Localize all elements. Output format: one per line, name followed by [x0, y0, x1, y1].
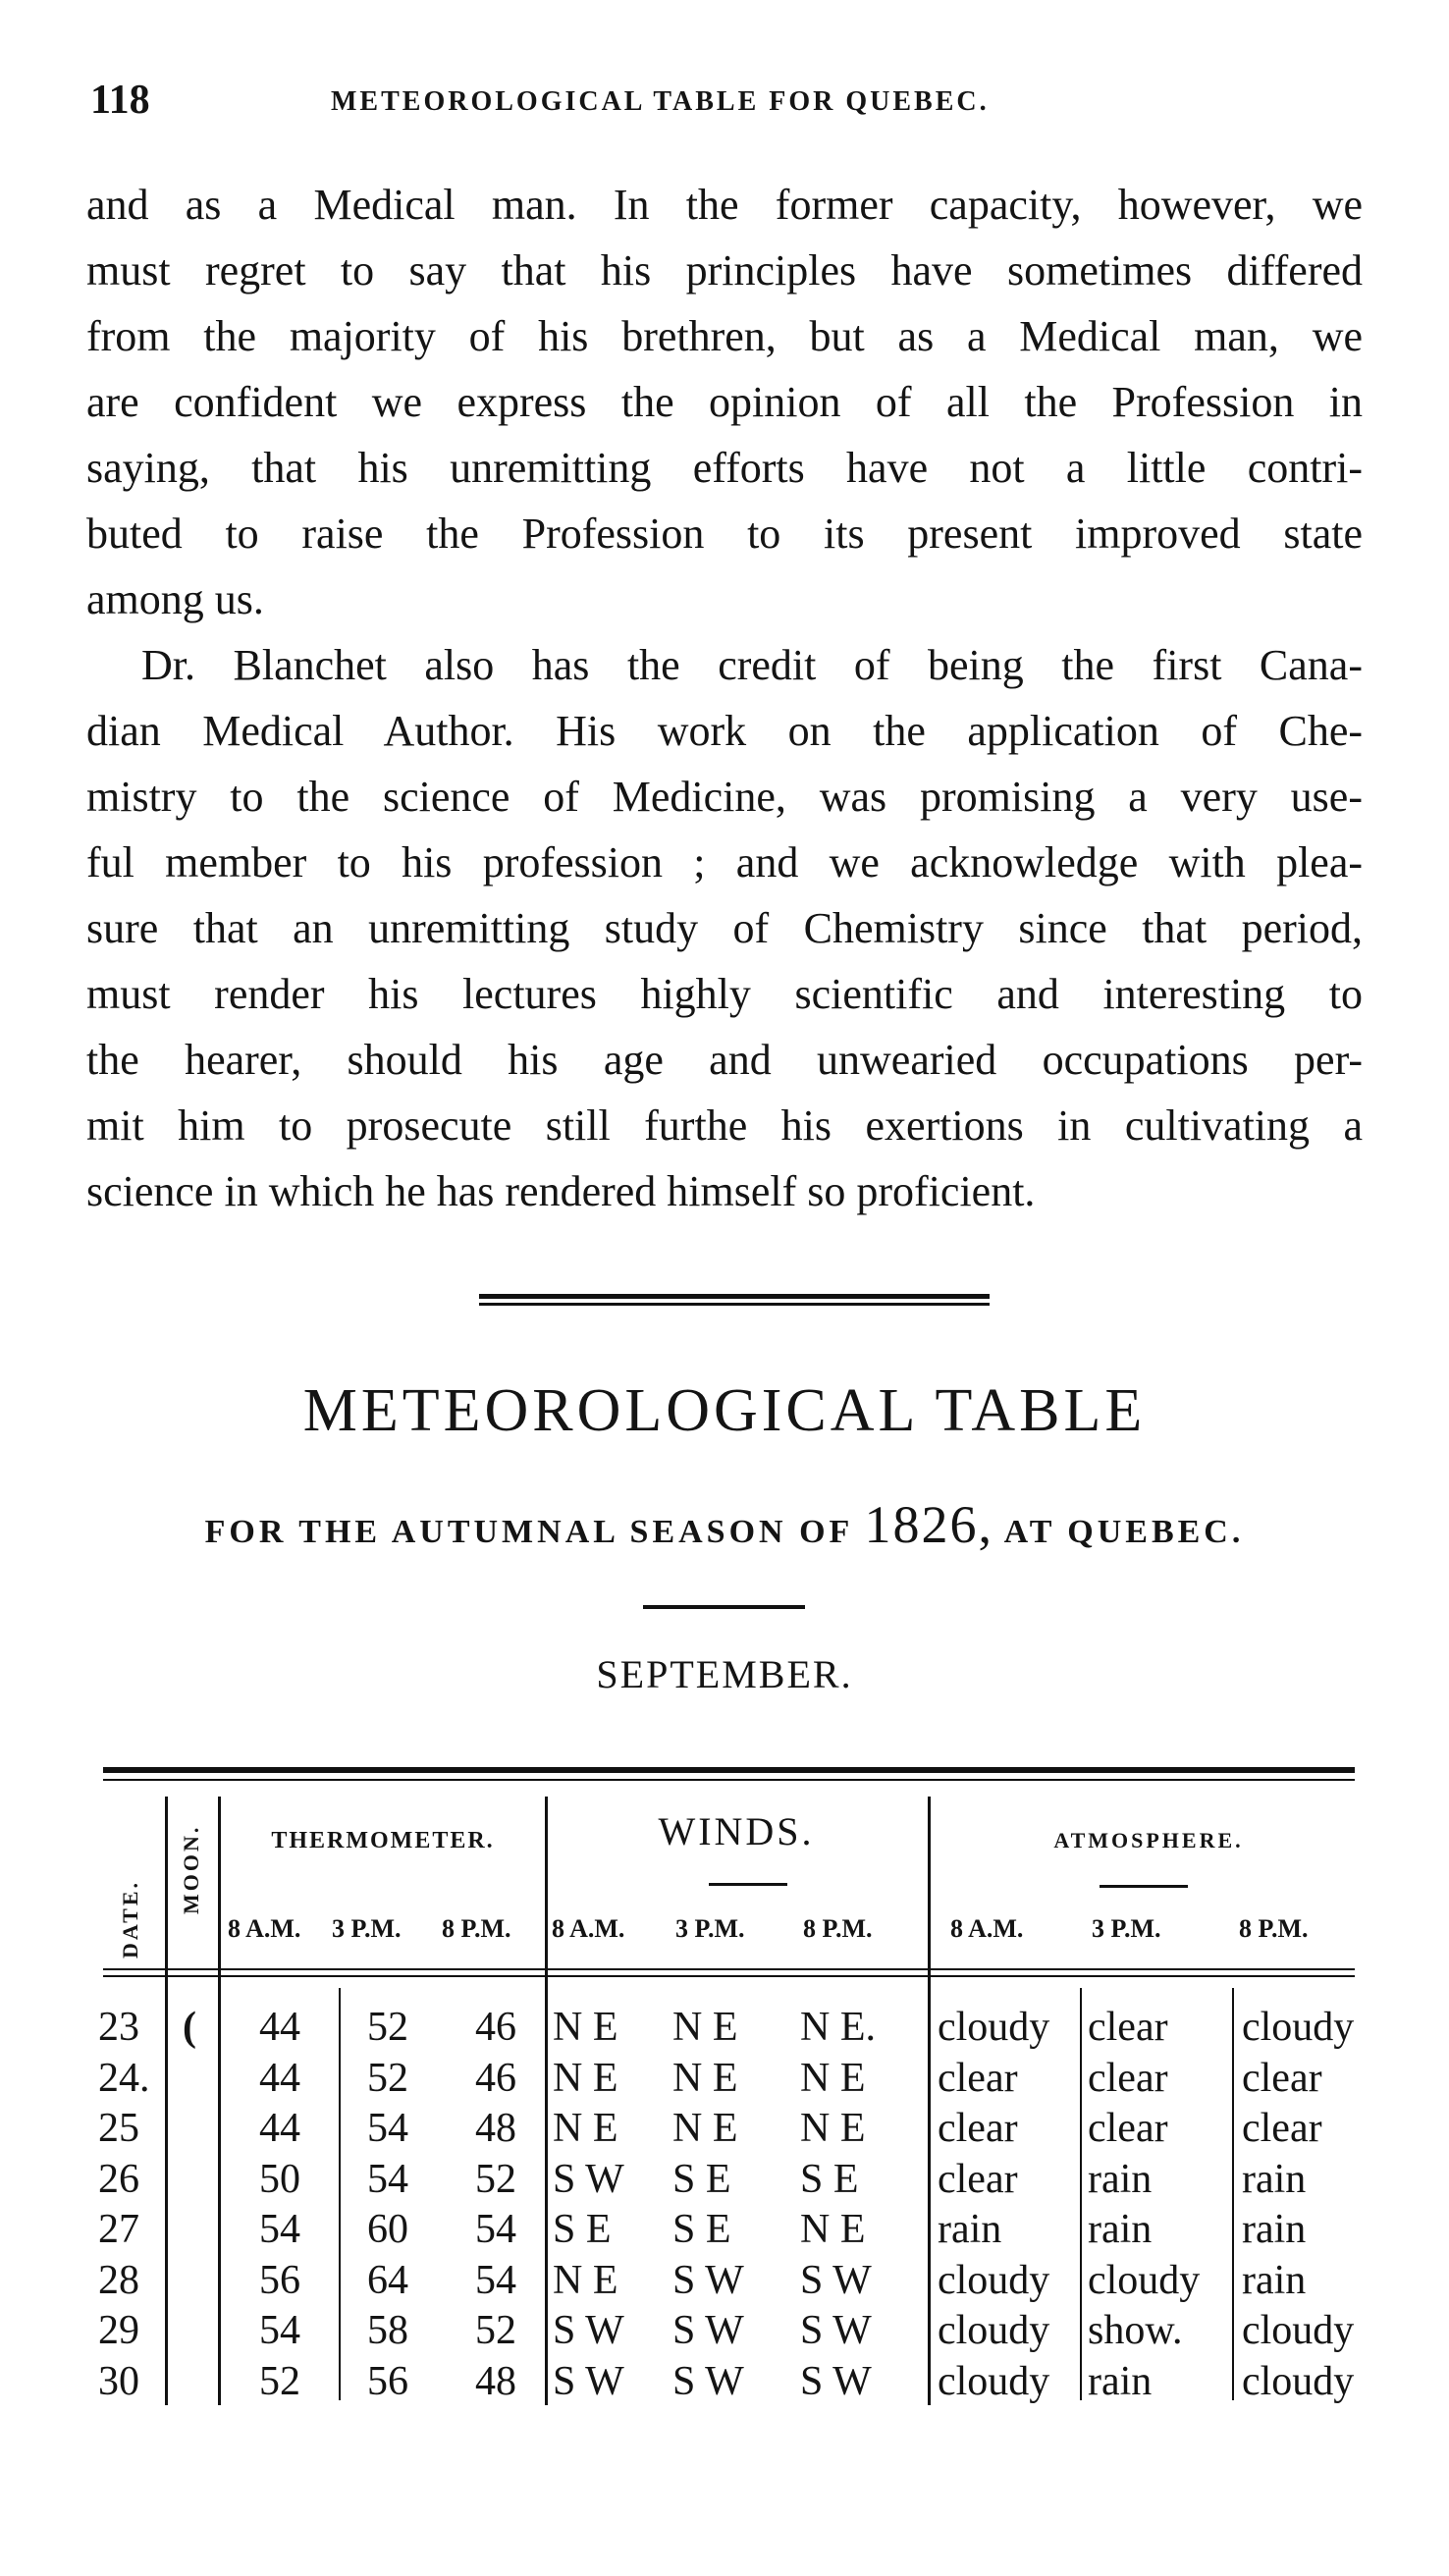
running-title: METEOROLOGICAL TABLE FOR QUEBEC. — [331, 86, 990, 117]
wind-cell: S W — [553, 2156, 624, 2202]
table-row — [0, 2104, 1449, 2154]
thermometer-cell: 54 — [367, 2106, 408, 2151]
wind-cell: S E — [800, 2156, 859, 2202]
ornament-bar — [479, 1294, 990, 1299]
atmosphere-cell: cloudy — [938, 2005, 1050, 2050]
ornament-bar — [479, 1303, 990, 1306]
atmosphere-rule — [1100, 1885, 1188, 1888]
atmosphere-cell: rain — [1242, 2207, 1307, 2252]
wind-cell: S E — [672, 2207, 731, 2252]
subtitle-post: AT QUEBEC. — [1003, 1514, 1245, 1550]
text-line: and as a Medical man. In the former capacity, however, we — [86, 181, 1363, 229]
subtitle-pre: FOR THE AUTUMNAL SEASON OF — [204, 1514, 853, 1550]
atmosphere-cell: rain — [1242, 2257, 1307, 2303]
thermometer-cell: 46 — [475, 2055, 516, 2101]
atmosphere-cell: show. — [1088, 2308, 1183, 2353]
wind-cell: N E — [800, 2207, 866, 2252]
thermometer-cell: 44 — [259, 2005, 300, 2050]
atmosphere-cell: clear — [1088, 2055, 1168, 2101]
text-line: ful member to his profession ; and we acknowledge with plea- — [86, 838, 1363, 886]
date-cell: 27 — [98, 2207, 139, 2252]
text-line: must render his lectures highly scientific and interesting to — [86, 970, 1363, 1018]
thermometer-cell: 54 — [475, 2207, 516, 2252]
date-cell: 24. — [98, 2055, 150, 2101]
date-cell: 28 — [98, 2257, 139, 2303]
thermometer-cell: 44 — [259, 2055, 300, 2101]
atmosphere-cell: clear — [1088, 2005, 1168, 2050]
atmosphere-header: ATMOSPHERE. — [1053, 1828, 1244, 1852]
atmosphere-cell: cloudy — [1242, 2005, 1355, 2050]
atmosphere-cell: rain — [938, 2207, 1002, 2252]
wind-cell: N E — [800, 2055, 866, 2101]
moon-cell: ( — [183, 2005, 196, 2050]
short-rule — [643, 1605, 805, 1609]
text-line: Dr. Blanchet also has the credit of being the first Cana- — [141, 641, 1363, 689]
subtitle-year: 1826, — [864, 1495, 994, 1554]
thermo-time-header: 3 P.M. — [332, 1914, 402, 1943]
text-line: buted to raise the Profession to its present improved state — [86, 510, 1363, 558]
table-subtitle — [0, 1494, 1449, 1555]
atmosphere-cell: rain — [1088, 2156, 1153, 2202]
text-line: sure that an unremitting study of Chemistry since that period, — [86, 904, 1363, 952]
running-header — [90, 77, 1367, 135]
page-number: 118 — [90, 78, 150, 123]
body-text — [86, 172, 1363, 1224]
text-line: are confident we express the opinion of all the Profession in — [86, 378, 1363, 426]
wind-cell: N E — [553, 2257, 618, 2303]
thermometer-cell: 52 — [367, 2055, 408, 2101]
thermometer-cell: 56 — [367, 2358, 408, 2404]
atmosphere-cell: clear — [938, 2055, 1018, 2101]
thermometer-cell: 50 — [259, 2156, 300, 2202]
table-top-rule — [103, 1779, 1355, 1781]
thermometer-cell: 64 — [367, 2257, 408, 2303]
thermometer-cell: 54 — [475, 2257, 516, 2303]
table-row — [0, 2306, 1449, 2356]
wind-time-header: 3 P.M. — [675, 1914, 745, 1943]
date-cell: 29 — [98, 2308, 139, 2353]
atmosphere-cell: rain — [1088, 2358, 1153, 2404]
atmosphere-cell: cloudy — [1242, 2308, 1355, 2353]
atmosphere-cell: cloudy — [938, 2358, 1050, 2404]
table-row — [0, 2205, 1449, 2255]
text-line: science in which he has rendered himself so proficient. — [86, 1167, 1036, 1215]
text-line: among us. — [86, 575, 264, 623]
wind-cell: N E — [672, 2055, 738, 2101]
wind-cell: N E — [672, 2106, 738, 2151]
thermometer-cell: 60 — [367, 2207, 408, 2252]
atmosphere-cell: clear — [938, 2156, 1018, 2202]
table-row — [0, 2155, 1449, 2205]
wind-cell: S W — [800, 2308, 872, 2353]
atmos-time-header: 3 P.M. — [1092, 1914, 1161, 1943]
moon-header: MOON. — [179, 1824, 203, 1914]
thermometer-cell: 52 — [475, 2308, 516, 2353]
wind-cell: N E — [553, 2106, 618, 2151]
thermometer-cell: 54 — [367, 2156, 408, 2202]
wind-time-header: 8 A.M. — [552, 1914, 625, 1943]
text-line: the hearer, should his age and unwearied occupations per- — [86, 1036, 1363, 1084]
atmosphere-cell: cloudy — [938, 2308, 1050, 2353]
wind-time-header: 8 P.M. — [803, 1914, 873, 1943]
text-line: must regret to say that his principles have sometimes differed — [86, 246, 1363, 295]
thermometer-cell: 48 — [475, 2106, 516, 2151]
table-row — [0, 2256, 1449, 2306]
text-line: mit him to prosecute still furthe his exertions in cultivating a — [86, 1101, 1363, 1150]
thermometer-cell: 58 — [367, 2308, 408, 2353]
section-ornament — [479, 1294, 990, 1310]
date-header: DATE. — [118, 1880, 142, 1959]
table-row — [0, 2357, 1449, 2407]
wind-cell: N E — [553, 2005, 618, 2050]
atmosphere-cell: cloudy — [938, 2257, 1050, 2303]
table-title: METEOROLOGICAL TABLE — [302, 1377, 1147, 1444]
atmosphere-cell: rain — [1242, 2156, 1307, 2202]
thermometer-cell: 44 — [259, 2106, 300, 2151]
thermometer-cell: 54 — [259, 2207, 300, 2252]
month-label: SEPTEMBER. — [596, 1652, 853, 1696]
wind-cell: N E — [672, 2005, 738, 2050]
wind-cell: S W — [553, 2358, 624, 2404]
wind-cell: N E. — [800, 2005, 876, 2050]
atmos-time-header: 8 A.M. — [950, 1914, 1024, 1943]
wind-cell: N E — [800, 2106, 866, 2151]
atmosphere-cell: clear — [1242, 2106, 1322, 2151]
wind-cell: S W — [672, 2257, 744, 2303]
atmos-time-header: 8 P.M. — [1239, 1914, 1309, 1943]
date-cell: 26 — [98, 2156, 139, 2202]
thermometer-cell: 46 — [475, 2005, 516, 2050]
wind-cell: S W — [800, 2257, 872, 2303]
atmosphere-cell: cloudy — [1088, 2257, 1201, 2303]
thermometer-cell: 48 — [475, 2358, 516, 2404]
atmosphere-cell: clear — [1242, 2055, 1322, 2101]
wind-cell: S W — [672, 2358, 744, 2404]
table-row — [0, 2003, 1449, 2053]
date-cell: 23 — [98, 2005, 139, 2050]
thermometer-cell: 52 — [475, 2156, 516, 2202]
table-top-rule — [103, 1767, 1355, 1773]
winds-header: WINDS. — [658, 1809, 815, 1853]
wind-cell: S W — [800, 2358, 872, 2404]
winds-rule — [709, 1883, 787, 1886]
table-header-rule — [103, 1968, 1355, 1970]
atmosphere-cell: clear — [1088, 2106, 1168, 2151]
text-line: mistry to the science of Medicine, was promising a very use- — [86, 773, 1363, 821]
wind-cell: S W — [672, 2308, 744, 2353]
wind-cell: S E — [672, 2156, 731, 2202]
atmosphere-cell: cloudy — [1242, 2358, 1355, 2404]
date-cell: 25 — [98, 2106, 139, 2151]
table-header-rule — [103, 1975, 1355, 1977]
thermometer-cell: 52 — [367, 2005, 408, 2050]
thermo-time-header: 8 A.M. — [228, 1914, 301, 1943]
date-cell: 30 — [98, 2358, 139, 2404]
thermometer-cell: 54 — [259, 2308, 300, 2353]
wind-cell: S E — [553, 2207, 612, 2252]
thermo-time-header: 8 P.M. — [442, 1914, 511, 1943]
wind-cell: S W — [553, 2308, 624, 2353]
thermometer-cell: 56 — [259, 2257, 300, 2303]
thermometer-header: THERMOMETER. — [271, 1828, 495, 1853]
atmosphere-cell: clear — [938, 2106, 1018, 2151]
text-line: dian Medical Author. His work on the application of Che- — [86, 707, 1363, 755]
atmosphere-cell: rain — [1088, 2207, 1153, 2252]
table-row — [0, 2054, 1449, 2104]
text-line: saying, that his unremitting efforts have not a little contri- — [86, 444, 1363, 492]
text-line: from the majority of his brethren, but as a Medical man, we — [86, 312, 1363, 360]
wind-cell: N E — [553, 2055, 618, 2101]
thermometer-cell: 52 — [259, 2358, 300, 2404]
